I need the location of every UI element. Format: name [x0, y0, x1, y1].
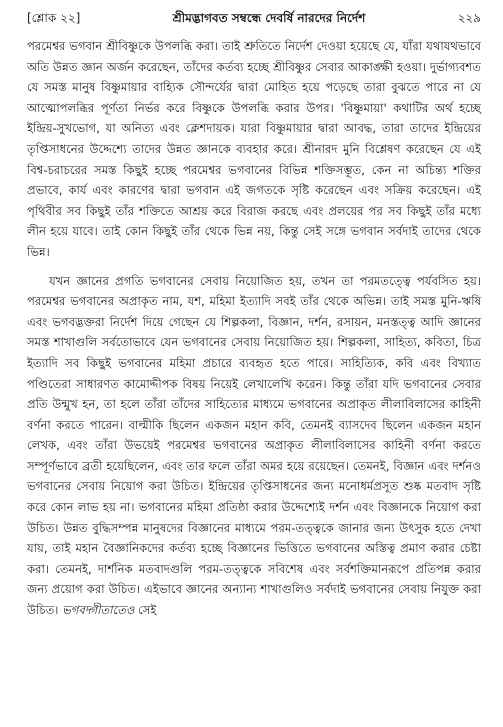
running-title: শ্রীমদ্ভাগবত সম্বন্ধে দেবর্ষি নারদের নির্দেশ [172, 11, 366, 25]
body-paragraph [27, 271, 481, 621]
verse-reference: [শ্লোক ২২] [27, 11, 81, 25]
paragraph-text-tail: সেই [134, 603, 157, 618]
running-head [27, 10, 481, 28]
page-number: ২২৯ [457, 11, 481, 25]
paragraph-text: যখন জ্ঞানের প্রগতি ভগবানের সেবায় নিয়োজিত হয়, তখন তা পরমতত্ত্বে পর্যবসিত হয়। পরমেশ্বর ভগবানের অপ্রাকৃত নাম, যশ, মহিমা ইত্যাদি সবই তাঁর থেকে অভিন্ন। তাই সমস্ত মুনি-ঋষি এবং ভগবদ্ভক্তরা নির্দেশ দিয়ে গেছেন যে শিল্পকলা, বিজ্ঞান, দর্শন, রসায়ন, মনস্তত্ত্ব আদি জ্ঞানের সমস্ত শাখাগুলি সর্বতোভাবে যেন ভগবানের সেবায় নিয়োজিত হয়। শিল্পকলা, সাহিত্য, কবিতা, চিত্র ইত্যাদি সব কিছুই ভগবানের মহিমা প্রচারে ব্যবহৃত হতে পারে। সাহিত্যিক, কবি এবং বিখ্যাত পণ্ডিতেরা সাধারণত কামোদ্দীপক বিষয় নিয়েই লেখালেখি করেন। কিন্তু তাঁরা যদি ভগবানের সেবার প্রতি উন্মুখ হন, তা হলে তাঁরা তাঁদের সাহিত্যের মাধ্যমে ভগবানের অপ্রাকৃত লীলাবিলাসের কাহিনী বর্ণনা করতে পারেন। বাল্মীকি ছিলেন একজন মহান কবি, তেমনই ব্যাসদেব ছিলেন একজন মহান লেখক, এবং তাঁরা উভয়েই পরমেশ্বর ভগবানের অপ্রাকৃত লীলাবিলাসের কাহিনী বর্ণনা করতে সম্পূর্ণভাবে ব্রতী হয়েছিলেন, এবং তার ফলে তাঁরা অমর হয়ে রয়েছেন। তেমনই, বিজ্ঞান এবং দর্শনও ভগবানের সেবায় নিয়োগ করা উচিত। ইন্দ্রিয়ের তৃপ্তিসাধনের জন্য মনোধর্মপ্রসূত শুষ্ক মতবাদ সৃষ্টি করে কোন লাভ হয় না। ভগবানের মহিমা প্রতিষ্ঠা করার উদ্দেশ্যেই দর্শন এবং বিজ্ঞানকে নিয়োগ করা উচিত। উন্নত বুদ্ধিসম্পন্ন মানুষদের বিজ্ঞানের মাধ্যমে পরম-তত্ত্বকে জানার জন্য উৎসুক হতে দেখা যায়, তাই মহান বৈজ্ঞানিকদের কর্তব্য হচ্ছে বিজ্ঞানের ভিত্তিতে ভগবানের অস্তিত্ব প্রমাণ করার চেষ্টা করা। তেমনই, দার্শনিক মতবাদগুলি পরম-তত্ত্বকে সবিশেষ এবং সর্বশক্তিমানরূপে প্রতিপন্ন করার জন্য প্রয়োগ করা উচিত। এইভাবে জ্ঞানের অন্যান্য শাখাগুলিও সর্বদাই ভগবানের সেবায় নিযুক্ত করা উচিত। [27, 273, 481, 618]
body-paragraph: পরমেশ্বর ভগবান শ্রীবিষ্ণুকে উপলব্ধি করা। তাই শ্রুতিতে নির্দেশ দেওয়া হয়েছে যে, যাঁরা যথাযথভাবে অতি উন্নত জ্ঞান অর্জন করেছেন, তাঁদের কর্তব্য হচ্ছে শ্রীবিষ্ণুর সেবার আকাঙ্ক্ষী হওয়া। দুর্ভাগ্যবশত যে সমস্ত মানুষ বিষ্ণুমায়ার বাহ্যিক সৌন্দর্যের দ্বারা মোহিত হয়ে পড়েছে তারা বুঝতে পারে না যে আত্মোপলব্ধির পূর্ণতা নির্ভর করে বিষ্ণুকে উপলব্ধি করার উপর। 'বিষ্ণুমায়া' কথাটির অর্থ হচ্ছে ইন্দ্রিয়-সুখভোগ, যা অনিত্য এবং ক্লেশদায়ক। যারা বিষ্ণুমায়ার দ্বারা আবদ্ধ, তারা তাদের ইন্দ্রিয়ের তৃপ্তিসাধনের উদ্দেশ্যে তাদের উন্নত জ্ঞানকে ব্যবহার করে। শ্রীনারদ মুনি বিশ্লেষণ করেছেন যে এই বিশ্ব-চরাচরের সমস্ত কিছুই হচ্ছে পরমেশ্বর ভগবানের বিভিন্ন শক্তিসম্ভূত, কেন না অচিন্ত্য শক্তির প্রভাবে, কার্য এবং কারণের দ্বারা ভগবান এই জগতকে সৃষ্টি করেছেন এবং সক্রিয় করেছেন। এই পৃথিবীর সব কিছুই তাঁর শক্তিতে আশ্রয় করে বিরাজ করছে এবং প্রলয়ের পর সব কিছুই তাঁর মধ্যে লীন হয়ে যাবে। তাই কোন কিছুই তাঁর থেকে ভিন্ন নয়, কিন্তু সেই সঙ্গে ভগবান সর্বদাই তাদের থেকে ভিন্ন। [27, 39, 481, 259]
scripture-reference: ভগবদ্গীতাতেও [62, 603, 135, 618]
